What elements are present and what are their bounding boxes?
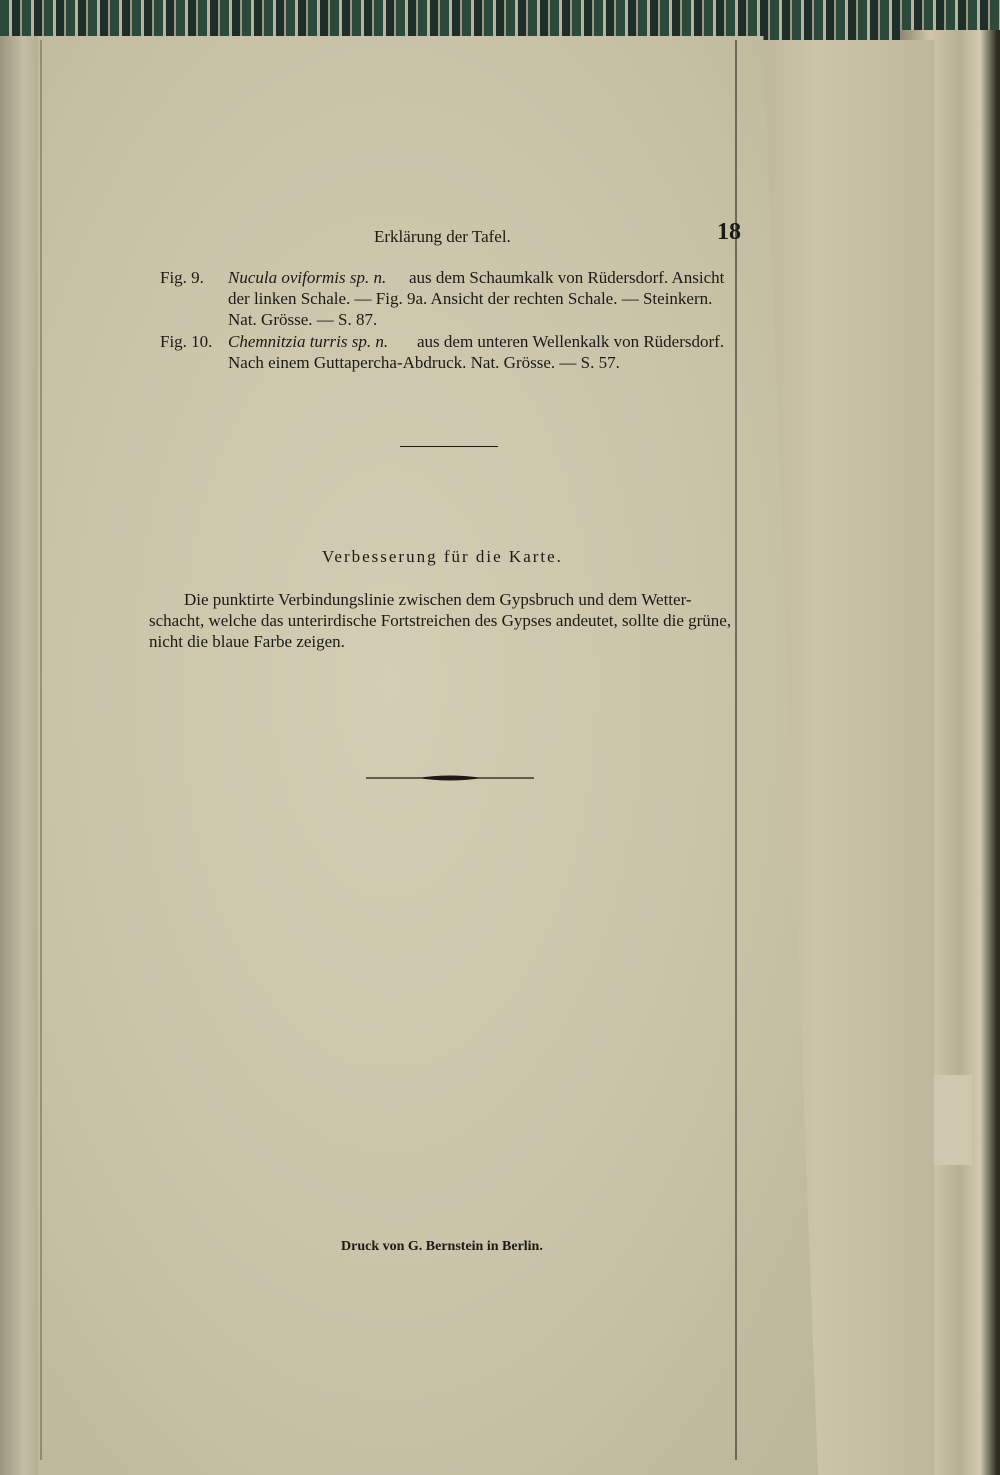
running-head: Erklärung der Tafel.	[374, 227, 511, 246]
figure-caption-line: der linken Schale. — Fig. 9a. Ansicht der rechten Schale. — Steinkern.	[228, 289, 713, 308]
figure-species: Nucula oviformis sp. n.	[228, 268, 387, 287]
correction-title: Verbesserung für die Karte.	[322, 547, 563, 566]
figure-number: Fig. 10.	[160, 332, 213, 351]
flap-fold	[735, 40, 737, 1460]
correction-line: Die punktirte Verbindungslinie zwischen dem Gypsbruch und dem Wetter-	[184, 590, 692, 609]
figure-caption-line: aus dem unteren Wellenkalk von Rüdersdorf.	[417, 332, 725, 351]
printer-imprint: Druck von G. Bernstein in Berlin.	[341, 1239, 543, 1254]
correction-line: schacht, welche das unterirdische Fortstreichen des Gypses andeutet, sollte die grüne,	[149, 611, 732, 630]
figure-number: Fig. 9.	[160, 268, 204, 287]
book-page	[38, 36, 818, 1475]
figure-caption-line: Nat. Grösse. — S. 87.	[228, 310, 378, 329]
figure-caption-line: Nach einem Guttapercha-Abdruck. Nat. Grösse. — S. 57.	[228, 353, 620, 372]
page-number: 18	[717, 219, 741, 245]
book-binding	[0, 0, 1000, 40]
end-ornament	[366, 771, 534, 785]
section-divider	[400, 446, 498, 447]
figure-caption-line: aus dem Schaumkalk von Rüdersdorf. Ansicht	[409, 268, 725, 287]
left-page-edge	[0, 36, 40, 1475]
correction-line: nicht die blaue Farbe zeigen.	[149, 632, 345, 651]
gutter-fold	[40, 40, 42, 1460]
figure-species: Chemnitzia turris sp. n.	[228, 332, 389, 351]
